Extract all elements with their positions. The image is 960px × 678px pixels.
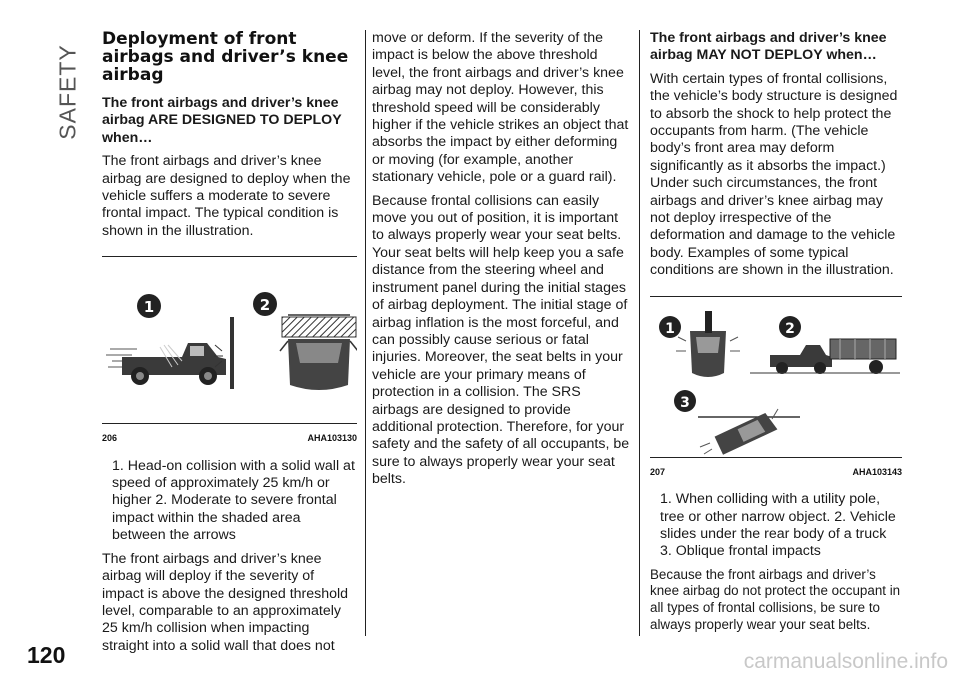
callout-2-icon (253, 292, 277, 316)
truck-underride-icon (750, 339, 900, 374)
figure-207-caption (650, 464, 902, 481)
threshold-continued-paragraph: move or deform. If the severity of the impact is below the above threshold level, the front airbags and driver’s knee airbag may not deploy. However, this threshold speed will be considerably higher if the vehicle strikes an object that absorbs the impact by either deforming or moving (for example, another stationary vehicle, pole or a guard rail). (372, 30, 629, 186)
figure-number: 207 (650, 466, 666, 477)
svg-text:1: 1 (143, 298, 155, 317)
figure-206 (102, 256, 357, 424)
subheading-may-not-deploy: The front airbags and driver’s knee airbag MAY NOT DEPLOY when… (650, 30, 887, 64)
callout-1-icon (659, 316, 681, 338)
middle-column (372, 30, 630, 495)
column-divider-2 (639, 30, 640, 636)
wall-icon (230, 317, 234, 389)
intro-paragraph: The front airbags and driver’s knee airbag are designed to deploy when the vehicle suffers a moderate to severe frontal impact. The typical condition is shown in the illustration. (102, 153, 351, 239)
page-number: 120 (27, 642, 66, 668)
figure-206-caption (102, 430, 357, 447)
figure-207-legend: 1. When colliding with a utility pole, tree or other narrow object. 2. Vehicle slides under the rear body of a truck 3. Oblique frontal impacts (660, 491, 896, 560)
left-column (102, 30, 357, 661)
pole-collision-icon (676, 311, 740, 377)
truck-side-icon (122, 343, 226, 385)
watermark: carmanualsonline.info (743, 650, 948, 673)
svg-text:2: 2 (785, 320, 795, 337)
svg-text:2: 2 (259, 296, 271, 315)
section-label: SAFETY (54, 44, 81, 140)
figure-206-legend: 1. Head-on collision with a solid wall at speed of approximately 25 km/h or higher 2. Moderate to severe frontal impact within the shaded area between the arrows (112, 457, 355, 544)
callout-3-icon (674, 390, 696, 412)
svg-text:3: 3 (680, 394, 690, 411)
figure-code: AHA103143 (852, 466, 902, 477)
collision-illustration (102, 257, 357, 423)
car-top-view-icon (280, 315, 357, 390)
protection-paragraph: Because the front airbags and driver’s knee airbag do not protect the occupant in all types of frontal collisions, be sure to always properly wear your seat belts. (650, 566, 901, 632)
threshold-paragraph: The front airbags and driver’s knee airbag will deploy if the severity of impact is above the designed threshold level, comparable to an approximately 25 km/h collision when impacting straight into a solid wall that does not (102, 550, 349, 654)
callout-2-icon (779, 316, 801, 338)
section-heading: Deployment of front airbags and driver’s knee airbag (102, 29, 349, 85)
figure-code: AHA103130 (307, 433, 357, 444)
non-deploy-illustration (650, 297, 902, 457)
svg-text:1: 1 (665, 320, 675, 337)
seat-belt-paragraph: Because frontal collisions can easily move you out of position, it is important to always properly wear your seat belts. Your seat belts will help keep you a safe distance from the steering wheel and instrument panel during the initial stages of airbag deployment. The initial stage of airbag inflation is the most forceful, and can possibly cause serious or fatal injuries. Moreover, the seat belts in your vehicle are your primary means of protection in a collision. The SRS airbags are designed to provide additional protection. Therefore, for your safety and the safety of all occupants, be sure to always properly wear your seat belts. (372, 192, 630, 488)
body-structure-paragraph: With certain types of frontal collisions, the vehicle’s body structure is designed to absorb the shock to help protect the occupants from harm. (The vehicle body’s front area may deform significantly as it absorbs the impact.) Under such circumstances, the front airbags and driver’s knee airbag may not deploy irrespective of the deformation and damage to the vehicle body. Examples of some typical conditions are shown in the illustration. (650, 70, 898, 279)
right-column (650, 30, 902, 639)
figure-207 (650, 296, 902, 458)
column-divider-1 (365, 30, 366, 636)
figure-number: 206 (102, 433, 118, 444)
callout-1-icon (137, 294, 161, 318)
oblique-impact-icon (698, 409, 800, 455)
subheading-deploy: The front airbags and driver’s knee airbag ARE DESIGNED TO DEPLOY when… (102, 95, 342, 146)
